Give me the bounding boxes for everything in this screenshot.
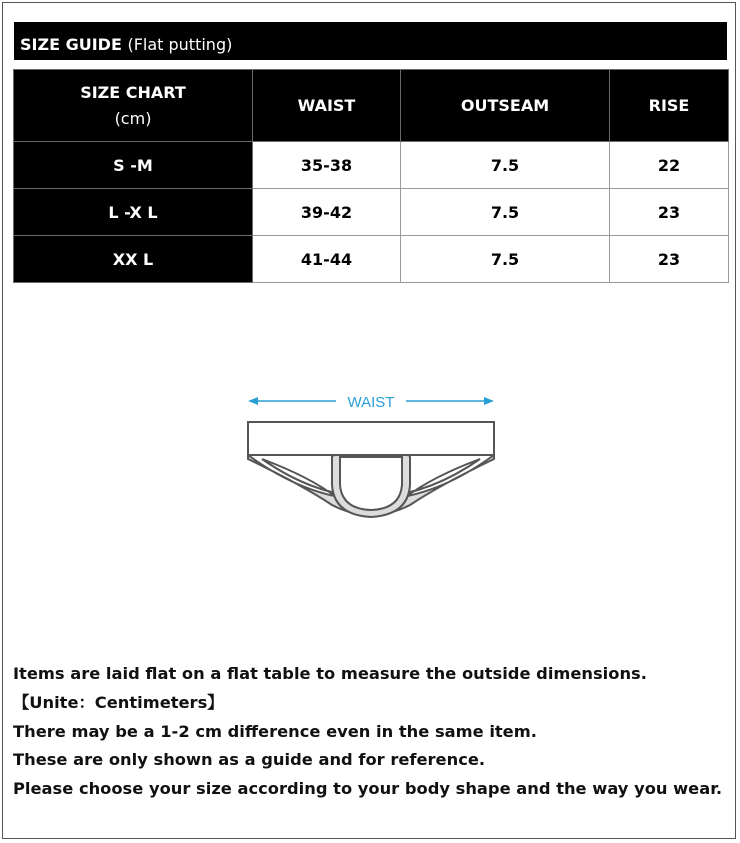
header-size-chart-label: SIZE CHART	[80, 82, 186, 102]
table-row	[14, 142, 729, 189]
rise-cell: 23	[610, 189, 729, 236]
waist-cell: 39-42	[253, 189, 401, 236]
waist-label: WAIST	[347, 394, 395, 411]
note-line: There may be a 1-2 cm difference even in the same item.	[13, 721, 537, 741]
header-unit: (cm)	[114, 108, 152, 128]
note-line: These are only shown as a guide and for reference.	[13, 750, 486, 770]
rise-cell: 23	[610, 236, 729, 283]
header-rise: RISE	[610, 70, 729, 142]
size-cell: L -X L	[14, 189, 253, 236]
table-row	[14, 236, 729, 283]
waist-cell: 35-38	[253, 142, 401, 189]
size-cell: S -M	[14, 142, 253, 189]
garment-diagram	[240, 385, 500, 525]
table-row	[14, 189, 729, 236]
waist-cell: 41-44	[253, 236, 401, 283]
table-header-row	[14, 70, 729, 142]
outseam-cell: 7.5	[401, 189, 610, 236]
size-guide-title	[14, 22, 727, 60]
size-notes	[13, 660, 728, 804]
note-line: Items are laid flat on a flat table to measure the outside dimensions.【Unite：Centimeters】	[13, 664, 647, 712]
header-outseam: OUTSEAM	[401, 70, 610, 142]
title-sub: (Flat putting)	[127, 35, 233, 54]
header-waist: WAIST	[253, 70, 401, 142]
rise-cell: 22	[610, 142, 729, 189]
title-main: SIZE GUIDE	[20, 35, 122, 54]
outseam-cell: 7.5	[401, 142, 610, 189]
outseam-cell: 7.5	[401, 236, 610, 283]
header-size-chart	[14, 70, 253, 142]
note-line: Please choose your size according to your body shape and the way you wear.	[13, 779, 723, 799]
size-cell: XX L	[14, 236, 253, 283]
briefs-icon	[248, 422, 494, 517]
size-chart-table	[13, 69, 729, 283]
